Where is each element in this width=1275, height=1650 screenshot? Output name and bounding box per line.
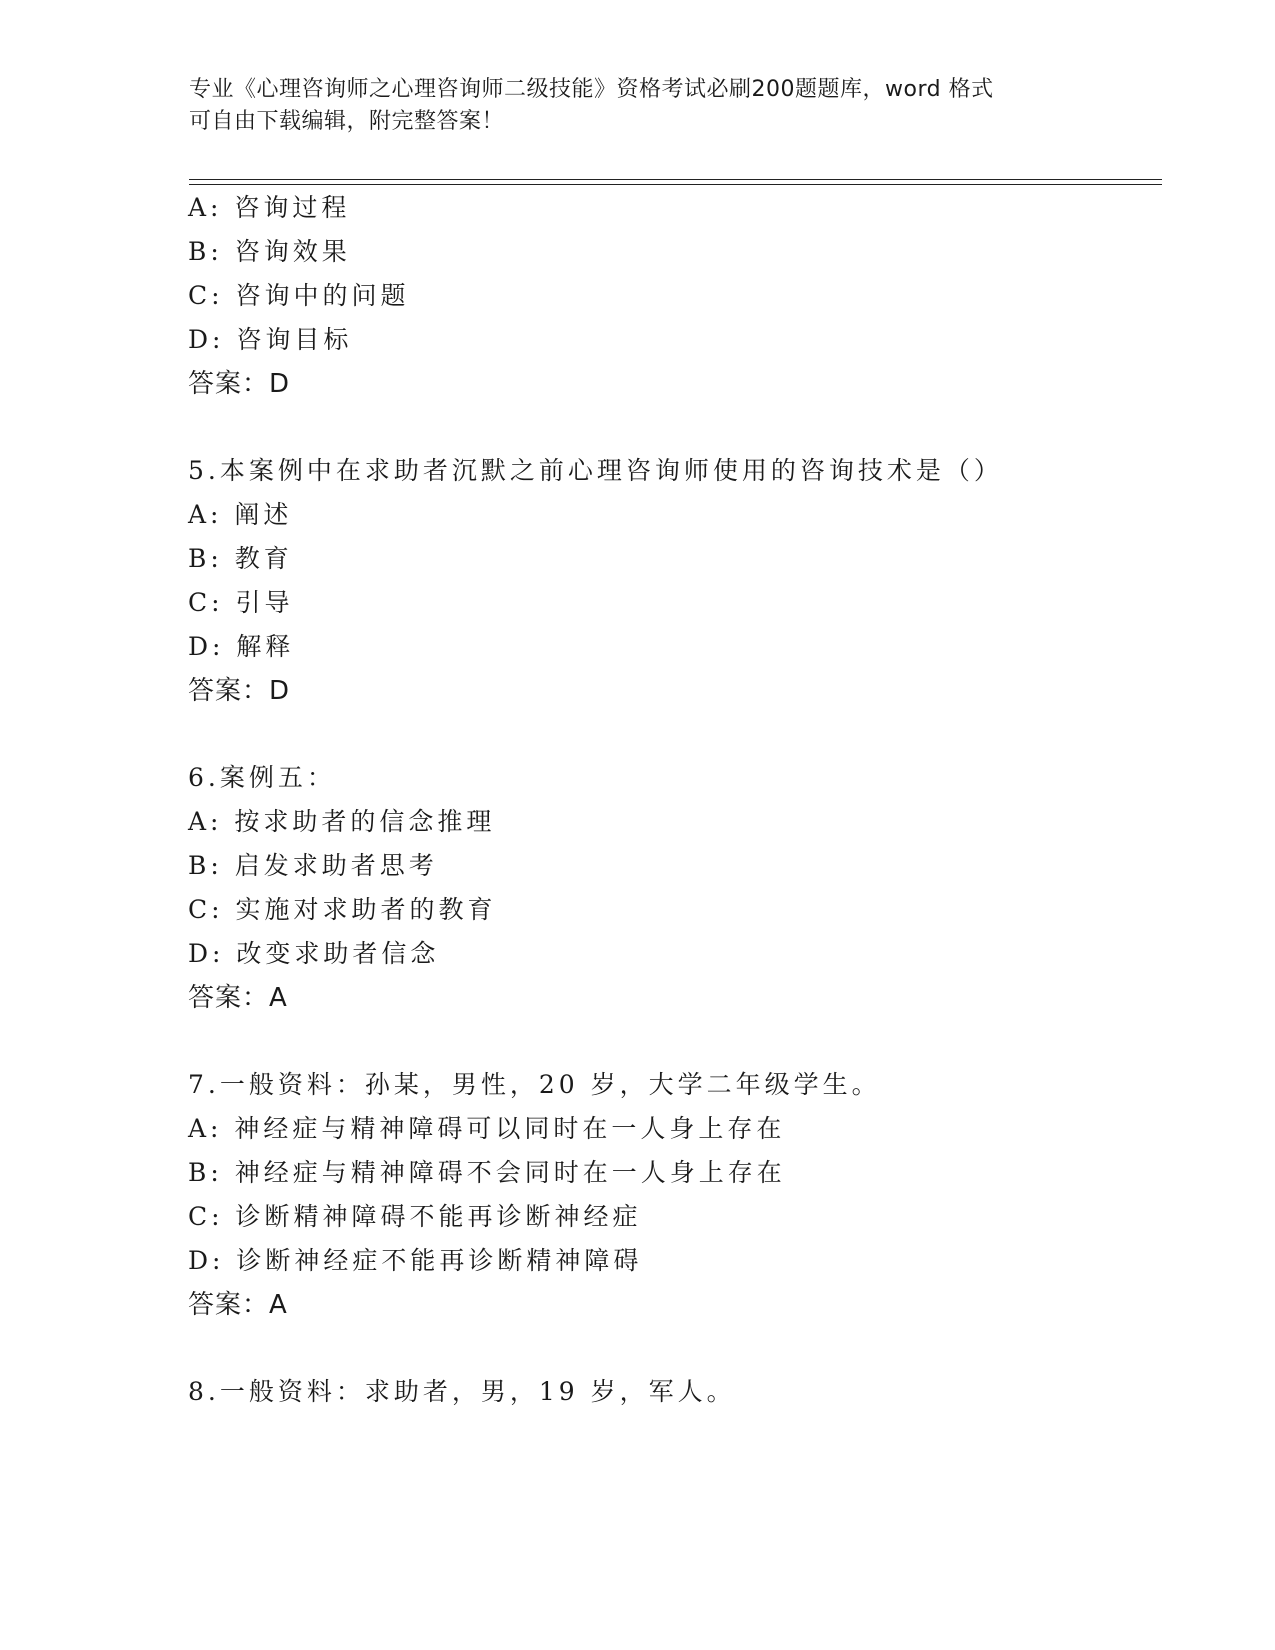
q7-answer: 答案：A bbox=[188, 1290, 288, 1320]
q4-option-c: C: 咨询中的问题 bbox=[188, 281, 410, 310]
q7-option-d: D: 诊断神经症不能再诊断精神障碍 bbox=[188, 1246, 643, 1275]
document-header bbox=[189, 74, 1089, 138]
header-line-1: 专业《心理咨询师之心理咨询师二级技能》资格考试必刷200题题库，word 格式 bbox=[189, 77, 994, 102]
q5-answer: 答案：D bbox=[188, 676, 291, 706]
q7-question: 7.一般资料：孙某，男性，20 岁，大学二年级学生。 bbox=[188, 1070, 881, 1099]
q6-question: 6.案例五： bbox=[188, 763, 336, 792]
q5-option-a: A: 阐述 bbox=[188, 500, 293, 529]
q6-option-b: B: 启发求助者思考 bbox=[188, 851, 438, 880]
q5-option-d: D: 解释 bbox=[188, 632, 295, 661]
q4-option-a: A: 咨询过程 bbox=[188, 193, 351, 222]
q5-question: 5.本案例中在求助者沉默之前心理咨询师使用的咨询技术是（） bbox=[188, 456, 1003, 485]
q4-option-d: D: 咨询目标 bbox=[188, 325, 353, 354]
q7-option-c: C: 诊断精神障碍不能再诊断神经症 bbox=[188, 1202, 642, 1231]
q6-option-a: A: 按求助者的信念推理 bbox=[188, 807, 496, 836]
q6-option-d: D: 改变求助者信念 bbox=[188, 939, 440, 968]
q7-option-b: B: 神经症与精神障碍不会同时在一人身上存在 bbox=[188, 1158, 786, 1187]
q4-option-b: B: 咨询效果 bbox=[188, 237, 351, 266]
q8-question: 8.一般资料：求助者，男，19 岁，军人。 bbox=[188, 1377, 736, 1406]
q4-answer: 答案：D bbox=[188, 369, 291, 399]
header-divider-top bbox=[189, 179, 1162, 180]
header-line-2: 可自由下载编辑，附完整答案！ bbox=[189, 109, 505, 134]
header-divider-bottom bbox=[189, 184, 1162, 185]
q5-option-b: B: 教育 bbox=[188, 544, 293, 573]
q6-option-c: C: 实施对求助者的教育 bbox=[188, 895, 497, 924]
q6-answer: 答案：A bbox=[188, 983, 288, 1013]
q5-option-c: C: 引导 bbox=[188, 588, 294, 617]
q7-option-a: A: 神经症与精神障碍可以同时在一人身上存在 bbox=[188, 1114, 786, 1143]
